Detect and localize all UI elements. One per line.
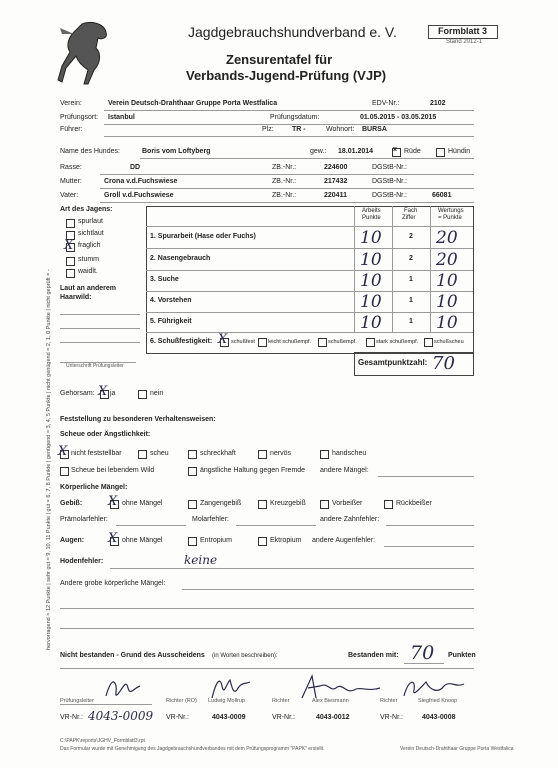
vorbeisser-label: Vorbeißer bbox=[332, 500, 363, 507]
laut-title-2: Haarwild: bbox=[60, 294, 92, 301]
ektropium-checkbox[interactable] bbox=[258, 537, 267, 546]
score-row-fach-5: 1 bbox=[409, 318, 413, 325]
laut-title-1: Laut an anderem bbox=[60, 285, 117, 292]
zb-value-3: 220411 bbox=[324, 192, 347, 199]
augen-andere-label: andere Augenfehler: bbox=[312, 537, 376, 544]
huendin-label: Hündin bbox=[448, 148, 471, 155]
schuss-option-4: stark schußempf. bbox=[376, 339, 419, 345]
hoden-label: Hodenfehler: bbox=[60, 558, 104, 565]
mutter-label: Mutter: bbox=[60, 178, 82, 185]
ort-label: Prüfungsort: bbox=[60, 114, 99, 121]
score-row-punkte-2: 10 bbox=[360, 250, 382, 270]
scheue-title: Scheue oder Ängstlichkeit: bbox=[60, 431, 151, 438]
schussempf-checkbox[interactable] bbox=[318, 338, 327, 347]
rueckbeisser-label: Rückbeißer bbox=[396, 500, 432, 507]
fraglich-check-mark: X bbox=[64, 238, 74, 253]
nervoes-checkbox[interactable] bbox=[258, 450, 267, 459]
gehorsam-label: Gehorsam: bbox=[60, 390, 95, 397]
ort-value: Istanbul bbox=[108, 114, 135, 121]
schuss-label: 6. Schußfestigkeit: bbox=[150, 338, 213, 345]
spurlaut-checkbox[interactable] bbox=[66, 219, 75, 228]
schuss-option-1: schußfest bbox=[231, 339, 255, 345]
nicht-bestanden-label: Nicht bestanden - Grund des Ausscheidens bbox=[60, 652, 205, 659]
schreckhaft-label: schreckhaft bbox=[200, 450, 236, 457]
sig-caption-richter-1: Richter bbox=[272, 698, 290, 704]
schussfest-check-mark: X bbox=[218, 332, 228, 347]
leicht-schussempf-checkbox[interactable] bbox=[258, 338, 267, 347]
score-row-label-3: 3. Suche bbox=[150, 276, 179, 283]
score-row-wertung-4: 10 bbox=[436, 292, 458, 312]
score-row-label-1: 1. Spurarbeit (Hase oder Fuchs) bbox=[150, 233, 256, 240]
vr-value-4: 4043-0008 bbox=[422, 714, 456, 721]
plz-label: Plz: bbox=[262, 126, 274, 133]
title-line2: Verbands-Jugend-Prüfung (VJP) bbox=[186, 68, 387, 83]
schuss-option-5: schußscheu bbox=[434, 339, 464, 345]
schreckhaft-checkbox[interactable] bbox=[188, 450, 197, 459]
col-ziffer: Ziffer bbox=[402, 215, 416, 221]
entropium-label: Entropium bbox=[200, 537, 232, 544]
score-row-wertung-1: 20 bbox=[436, 228, 458, 248]
dog-logo bbox=[52, 18, 114, 90]
handscheu-label: handscheu bbox=[332, 450, 367, 457]
rueckbeisser-checkbox[interactable] bbox=[384, 500, 393, 509]
col-arbeits: Arbeits bbox=[362, 208, 381, 214]
gehorsam-nein-label: nein bbox=[150, 390, 164, 397]
score-row-fach-2: 2 bbox=[409, 255, 413, 262]
ruede-check-mark: x bbox=[393, 146, 397, 153]
side-scale-text: hervorragend = 12 Punkte | sehr gut = 9, 10, 11 Punkte | gut = 6, 7, 8 Punkte | genügend = 3, 4, 5 Punkte | nicht genügend = 2, 1, 0 Punkte | nicht geprüft = - bbox=[46, 269, 52, 650]
augen-ohne-label: ohne Mängel bbox=[122, 537, 163, 544]
huendin-checkbox[interactable] bbox=[436, 148, 445, 157]
datum-label: Prüfungsdatum: bbox=[270, 114, 320, 121]
fest-title: Feststellung zu besonderen Verhaltensweisen: bbox=[60, 416, 216, 423]
gehorsam-nein-checkbox[interactable] bbox=[138, 390, 147, 399]
sig-name-1: Ludwig Mollrup bbox=[208, 698, 245, 704]
vr-label-1: VR-Nr.: bbox=[60, 714, 83, 721]
bestanden-label: Bestanden mit: bbox=[348, 652, 399, 659]
rasse-value: DD bbox=[130, 164, 141, 171]
handscheu-checkbox[interactable] bbox=[320, 450, 329, 459]
verein-value: Verein Deutsch-Drahthaar Gruppe Porta Westfalica bbox=[108, 100, 278, 107]
score-row-fach-1: 2 bbox=[409, 233, 413, 240]
score-row-label-4: 4. Vorstehen bbox=[150, 297, 192, 304]
vr-label-4: VR-Nr.: bbox=[380, 714, 403, 721]
edv-value: 2102 bbox=[430, 100, 446, 107]
spurlaut-label: spurlaut bbox=[78, 218, 103, 225]
vr-value-3: 4043-0012 bbox=[316, 714, 350, 721]
mutter-value: Crona v.d.Fuchswiese bbox=[104, 178, 178, 185]
aengstlich-label: ängstliche Haltung gegen Fremde bbox=[200, 467, 306, 474]
footer-path: C:\PAPK\reports\JGHV_Formblatt3.rpt bbox=[60, 738, 145, 744]
gew-label: gew.: bbox=[310, 148, 327, 155]
signature-leiter bbox=[100, 676, 150, 702]
org-title: Jagdgebrauchshundverband e. V. bbox=[188, 24, 397, 40]
vr-label-3: VR-Nr.: bbox=[272, 714, 295, 721]
score-row-punkte-3: 10 bbox=[360, 271, 382, 291]
score-row-wertung-3: 10 bbox=[436, 271, 458, 291]
vr-value-2: 4043-0009 bbox=[212, 714, 246, 721]
augen-label: Augen: bbox=[60, 537, 85, 544]
zb-value-1: 224600 bbox=[324, 164, 348, 171]
andere-maengel-label: andere Mängel: bbox=[320, 467, 369, 474]
plz-value: TR - bbox=[292, 126, 306, 133]
aengstlich-checkbox[interactable] bbox=[188, 467, 197, 476]
nicht-feststellbar-mark: X bbox=[58, 444, 68, 459]
stumm-checkbox[interactable] bbox=[66, 257, 75, 266]
sig-caption-richter-2: Richter bbox=[380, 698, 398, 704]
gebiss-ohne-label: ohne Mängel bbox=[122, 500, 163, 507]
schussscheu-checkbox[interactable] bbox=[424, 338, 433, 347]
fraglich-label: fraglich bbox=[78, 242, 101, 249]
sig-name-2: Alex Biesmann bbox=[312, 698, 349, 704]
footer-note: Das Formular wurde mit Genehmigung des Jagdgebrauchshundverbandes mit dem Prüfungsprogramm "PAPK" erstellt. bbox=[60, 746, 325, 752]
title-line1: Zensurentafel für bbox=[226, 52, 333, 67]
scheue-wild-label: Scheue bei lebendem Wild bbox=[71, 467, 155, 474]
koerper-title: Körperliche Mängel: bbox=[60, 484, 128, 491]
zb-label-3: ZB.-Nr.: bbox=[272, 192, 297, 199]
score-row-punkte-1: 10 bbox=[360, 228, 382, 248]
gehorsam-ja-mark: X bbox=[98, 384, 108, 399]
bestanden-value: 70 bbox=[410, 642, 435, 664]
col-wpunkte: = Punkte bbox=[438, 215, 462, 221]
score-row-wertung-2: 20 bbox=[436, 250, 458, 270]
zangengebiss-checkbox[interactable] bbox=[188, 500, 197, 509]
kreuzgebiss-label: Kreuzgebiß bbox=[270, 500, 306, 507]
schuss-option-2: leicht schußempf. bbox=[268, 339, 312, 345]
dgstb-label-2: DGStB-Nr.: bbox=[372, 178, 408, 185]
dgstb-label-1: DGStB-Nr.: bbox=[372, 164, 408, 171]
waidlt-label: waidlt. bbox=[78, 268, 98, 275]
nicht-bestanden-hint: (in Worten beschreiben): bbox=[212, 653, 278, 659]
jagd-title: Art des Jagens: bbox=[60, 206, 113, 213]
zb-value-2: 217432 bbox=[324, 178, 348, 185]
leiter-caption: Unterschrift Prüfungsleiter bbox=[66, 363, 124, 369]
zahn-label: andere Zahnfehler: bbox=[320, 516, 380, 523]
dgstb-label-3: DGStB-Nr.: bbox=[372, 192, 408, 199]
wohnort-label: Wohnort: bbox=[326, 126, 355, 133]
sig-name-3: Siegfried Knoop bbox=[418, 698, 458, 704]
fuehrer-label: Führer: bbox=[60, 126, 83, 133]
scheu-label: scheu bbox=[150, 450, 169, 457]
ruede-label: Rüde bbox=[404, 148, 421, 155]
score-row-fach-4: 1 bbox=[409, 297, 413, 304]
stumm-label: stumm bbox=[78, 256, 99, 263]
col-wertungs: Wertungs bbox=[438, 208, 464, 214]
punkten-label: Punkten bbox=[448, 652, 476, 659]
datum-value: 01.05.2015 - 03.05.2015 bbox=[360, 114, 437, 121]
gehorsam-ja-label: ja bbox=[110, 390, 116, 397]
zb-label-1: ZB.-Nr.: bbox=[272, 164, 297, 171]
nervoes-label: nervös bbox=[270, 450, 292, 457]
verein-label: Verein: bbox=[60, 100, 82, 107]
scheu-checkbox[interactable] bbox=[138, 450, 147, 459]
score-row-label-2: 2. Nasengebrauch bbox=[150, 255, 211, 262]
waidlt-checkbox[interactable] bbox=[66, 269, 75, 278]
wohnort-value: BURSA bbox=[362, 126, 387, 133]
footer-org: Verein Deutsch-Drahthaar Gruppe Porta Westfalica bbox=[400, 746, 514, 752]
gew-value: 18.01.2014 bbox=[338, 148, 374, 155]
hoden-value: keine bbox=[184, 553, 218, 567]
gebiss-label: Gebiß: bbox=[60, 500, 83, 507]
edv-label: EDV-Nr.: bbox=[372, 100, 400, 107]
hund-name-label: Name des Hundes: bbox=[60, 148, 120, 155]
gesamt-label: Gesamtpunktzahl: bbox=[358, 358, 428, 367]
form-label: Formblatt 3 bbox=[438, 26, 488, 36]
grobe-label: Andere grobe körperliche Mängel: bbox=[60, 580, 166, 587]
zangengebiss-label: Zangengebiß bbox=[200, 500, 242, 507]
kreuzgebiss-checkbox[interactable] bbox=[258, 500, 267, 509]
vorbeisser-checkbox[interactable] bbox=[320, 500, 329, 509]
stark-schussempf-checkbox[interactable] bbox=[366, 338, 375, 347]
sig-caption-richter-ro: Richter (RO) bbox=[166, 698, 197, 704]
vater-value: Groll v.d.Fuchswiese bbox=[104, 192, 174, 199]
dgstb-value-3: 66081 bbox=[432, 192, 452, 199]
gesamt-value: 70 bbox=[432, 353, 455, 374]
vater-label: Vater: bbox=[60, 192, 79, 199]
vr-value-1: 4043-0009 bbox=[88, 709, 154, 723]
augen-ohne-mark: X bbox=[108, 531, 118, 546]
vr-label-2: VR-Nr.: bbox=[166, 714, 189, 721]
zb-label-2: ZB.-Nr.: bbox=[272, 178, 297, 185]
gebiss-ohne-mark: X bbox=[108, 494, 118, 509]
score-row-wertung-5: 10 bbox=[436, 313, 458, 333]
col-fach: Fach bbox=[404, 208, 418, 214]
schuss-option-3: schußempf. bbox=[328, 339, 357, 345]
score-row-fach-3: 1 bbox=[409, 276, 413, 283]
praemolar-label: Prämolarfehler: bbox=[60, 516, 108, 523]
rasse-label: Rasse: bbox=[60, 164, 82, 171]
nicht-feststellbar-label: nicht feststellbar bbox=[71, 450, 122, 457]
score-row-punkte-5: 10 bbox=[360, 313, 382, 333]
entropium-checkbox[interactable] bbox=[188, 537, 197, 546]
col-punkte: Punkte bbox=[362, 215, 381, 221]
sig-caption-leiter: Prüfungsleiter bbox=[60, 698, 94, 704]
sichtlaut-label: sichtlaut bbox=[78, 230, 104, 237]
scheue-wild-checkbox[interactable] bbox=[60, 467, 69, 476]
score-row-punkte-4: 10 bbox=[360, 292, 382, 312]
hund-name-value: Boris vom Loftyberg bbox=[142, 148, 211, 155]
ektropium-label: Ektropium bbox=[270, 537, 302, 544]
score-row-label-5: 5. Führigkeit bbox=[150, 318, 192, 325]
form-status: Stand 2012-1 bbox=[446, 39, 483, 45]
molar-label: Molarfehler: bbox=[192, 516, 229, 523]
